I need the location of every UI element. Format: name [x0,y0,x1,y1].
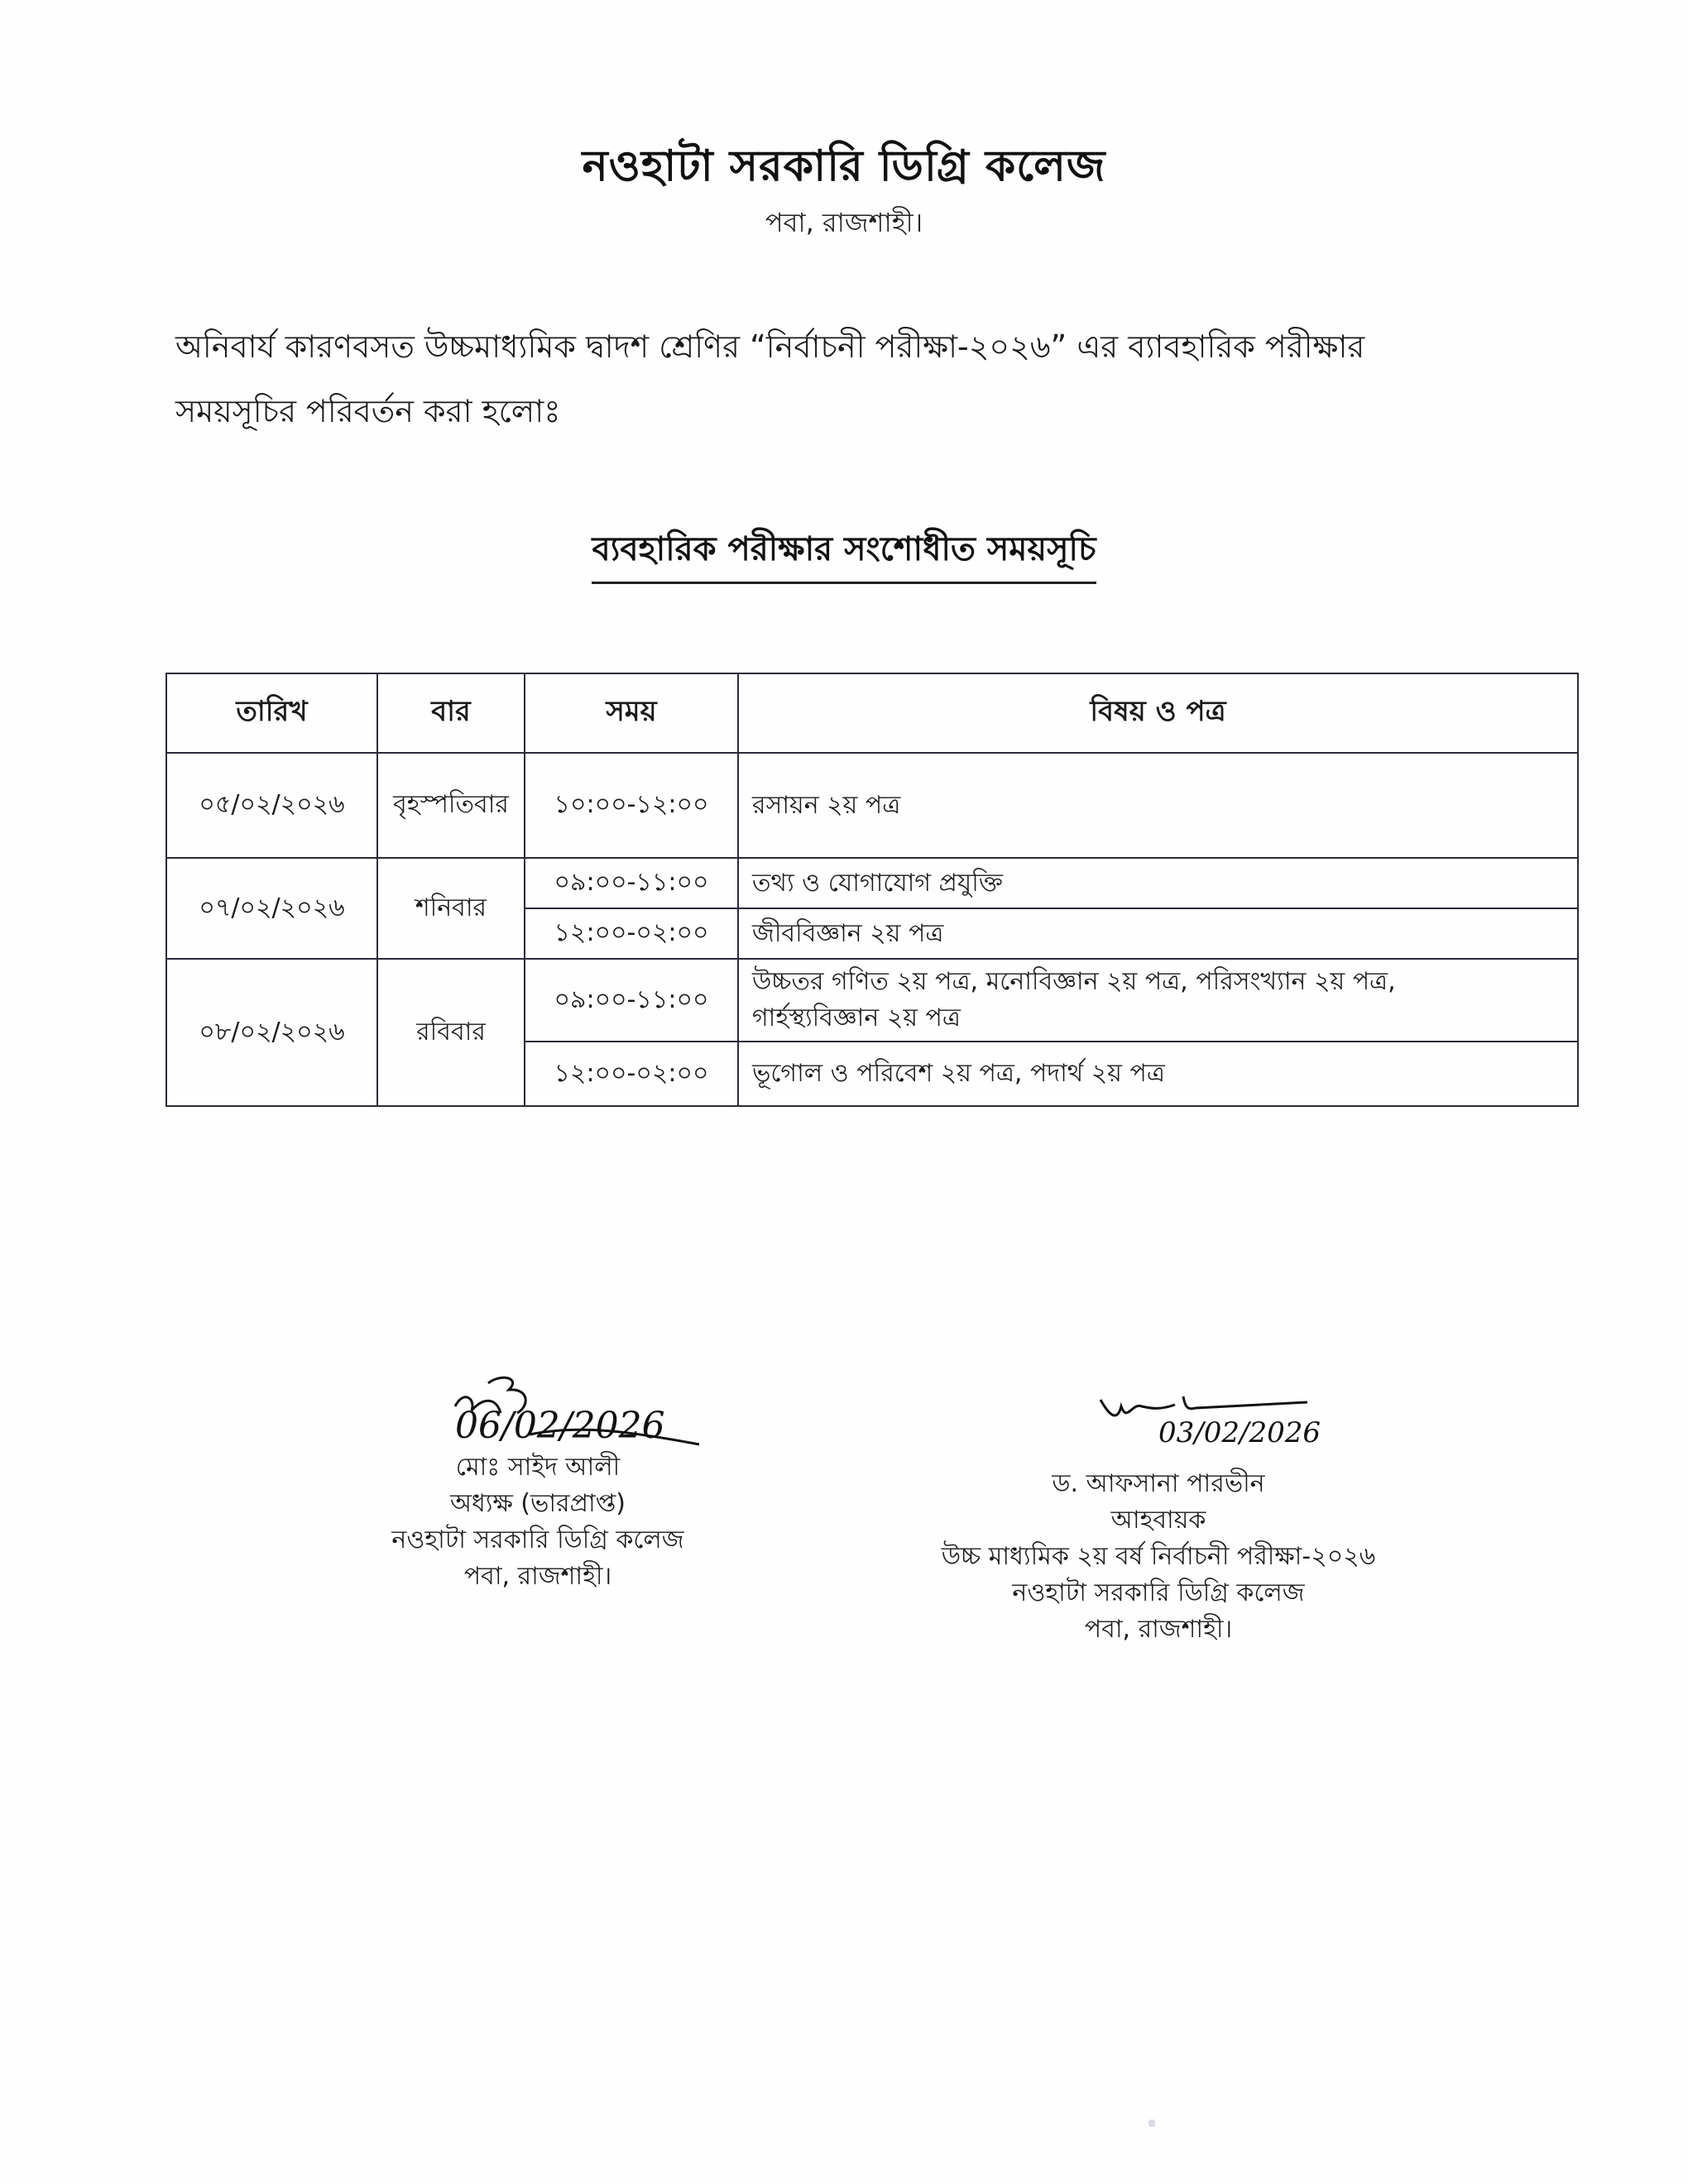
cell-subject [738,908,1578,959]
cell-date: ০৫/০২/২০২৬ [166,753,377,858]
table-row [166,753,1578,858]
column-header-time: সময় [525,673,738,753]
cell-time: ১০:০০-১২:০০ [525,753,738,858]
notice-body: অনিবার্য কারণবসত উচ্চমাধ্যমিক দ্বাদশ শ্রেণির “নির্বাচনী পরীক্ষা-২০২৬” এর ব্যাবহারিক পরীক্ষার সময়সূচির পরিবর্তন করা হলোঃ [175,328,1365,429]
cell-time: ১২:০০-০২:০০ [525,908,738,959]
subject-line: জীববিজ্ঞান ২য় পত্র [752,918,944,948]
signatory-address: পবা, রাজশাহী। [463,1562,612,1591]
signatory-name: মোঃ সাইদ আলী [455,1453,621,1482]
schedule-heading-wrap [0,523,1688,584]
cell-time: ১২:০০-০২:০০ [525,1042,738,1106]
cell-date: ০৭/০২/২০২৬ [166,858,377,959]
cell-day: বৃহস্পতিবার [377,753,525,858]
signatory-principal [331,1373,745,1595]
table-header-row [166,673,1578,753]
signature-date: 03/02/2026 [1158,1416,1321,1449]
subject-line: গার্হস্থ্যবিজ্ঞান ২য় পত্র [752,1003,961,1032]
schedule-heading: ব্যবহারিক পরীক্ষার সংশোধীত সময়সূচি [592,523,1096,584]
signature-date: 06/02/2026 [455,1405,665,1447]
signatory-designation: অধ্যক্ষ (ভারপ্রাপ্ত) [449,1489,626,1518]
signatory-convener [910,1390,1407,1648]
signatory-institution: নওহাটা সরকারি ডিগ্রি কলেজ [391,1525,684,1554]
signatory-institution: নওহাটা সরকারি ডিগ্রি কলেজ [1012,1578,1305,1607]
subject-line: রসায়ন ২য় পত্র [752,790,901,820]
subject-line: তথ্য ও যোগাযোগ প্রযুক্তি [752,868,1003,898]
signatory-committee: উচ্চ মাধ্যমিক ২য় বর্ষ নির্বাচনী পরীক্ষা-২০২৬ [941,1542,1376,1571]
table-row [166,959,1578,1042]
cell-subject [738,753,1578,858]
subject-line: উচ্চতর গণিত ২য় পত্র, মনোবিজ্ঞান ২য় পত্র, পরিসংখ্যান ২য় পত্র, [752,967,1396,996]
table-row [166,858,1578,908]
signatory-designation: আহবায়ক [1110,1506,1206,1535]
schedule-table [165,673,1579,1107]
cell-time: ০৯:০০-১১:০০ [525,858,738,908]
cell-subject [738,858,1578,908]
cell-subject [738,1042,1578,1106]
cell-day: শনিবার [377,858,525,959]
signature-principal [331,1373,745,1449]
column-header-subject: বিষয় ও পত্র [738,673,1578,753]
cell-day: রবিবার [377,959,525,1106]
cell-time: ০৯:০০-১১:০০ [525,959,738,1042]
scan-artifact [1149,2119,1155,2127]
cell-subject [738,959,1578,1042]
signatory-name: ড. আফসানা পারভীন [1052,1469,1265,1498]
signatory-address: পবা, রাজশাহী। [1084,1615,1233,1644]
subject-line: ভূগোল ও পরিবেশ ২য় পত্র, পদার্থ ২য় পত্র [752,1059,1165,1088]
column-header-date: তারিখ [166,673,377,753]
column-header-day: বার [377,673,525,753]
college-address: পবা, রাজশাহী। [765,207,923,238]
college-name: নওহাটা সরকারি ডিগ্রি কলেজ [582,141,1106,191]
signature-convener [910,1390,1407,1466]
cell-date: ০৮/০২/২০২৬ [166,959,377,1106]
